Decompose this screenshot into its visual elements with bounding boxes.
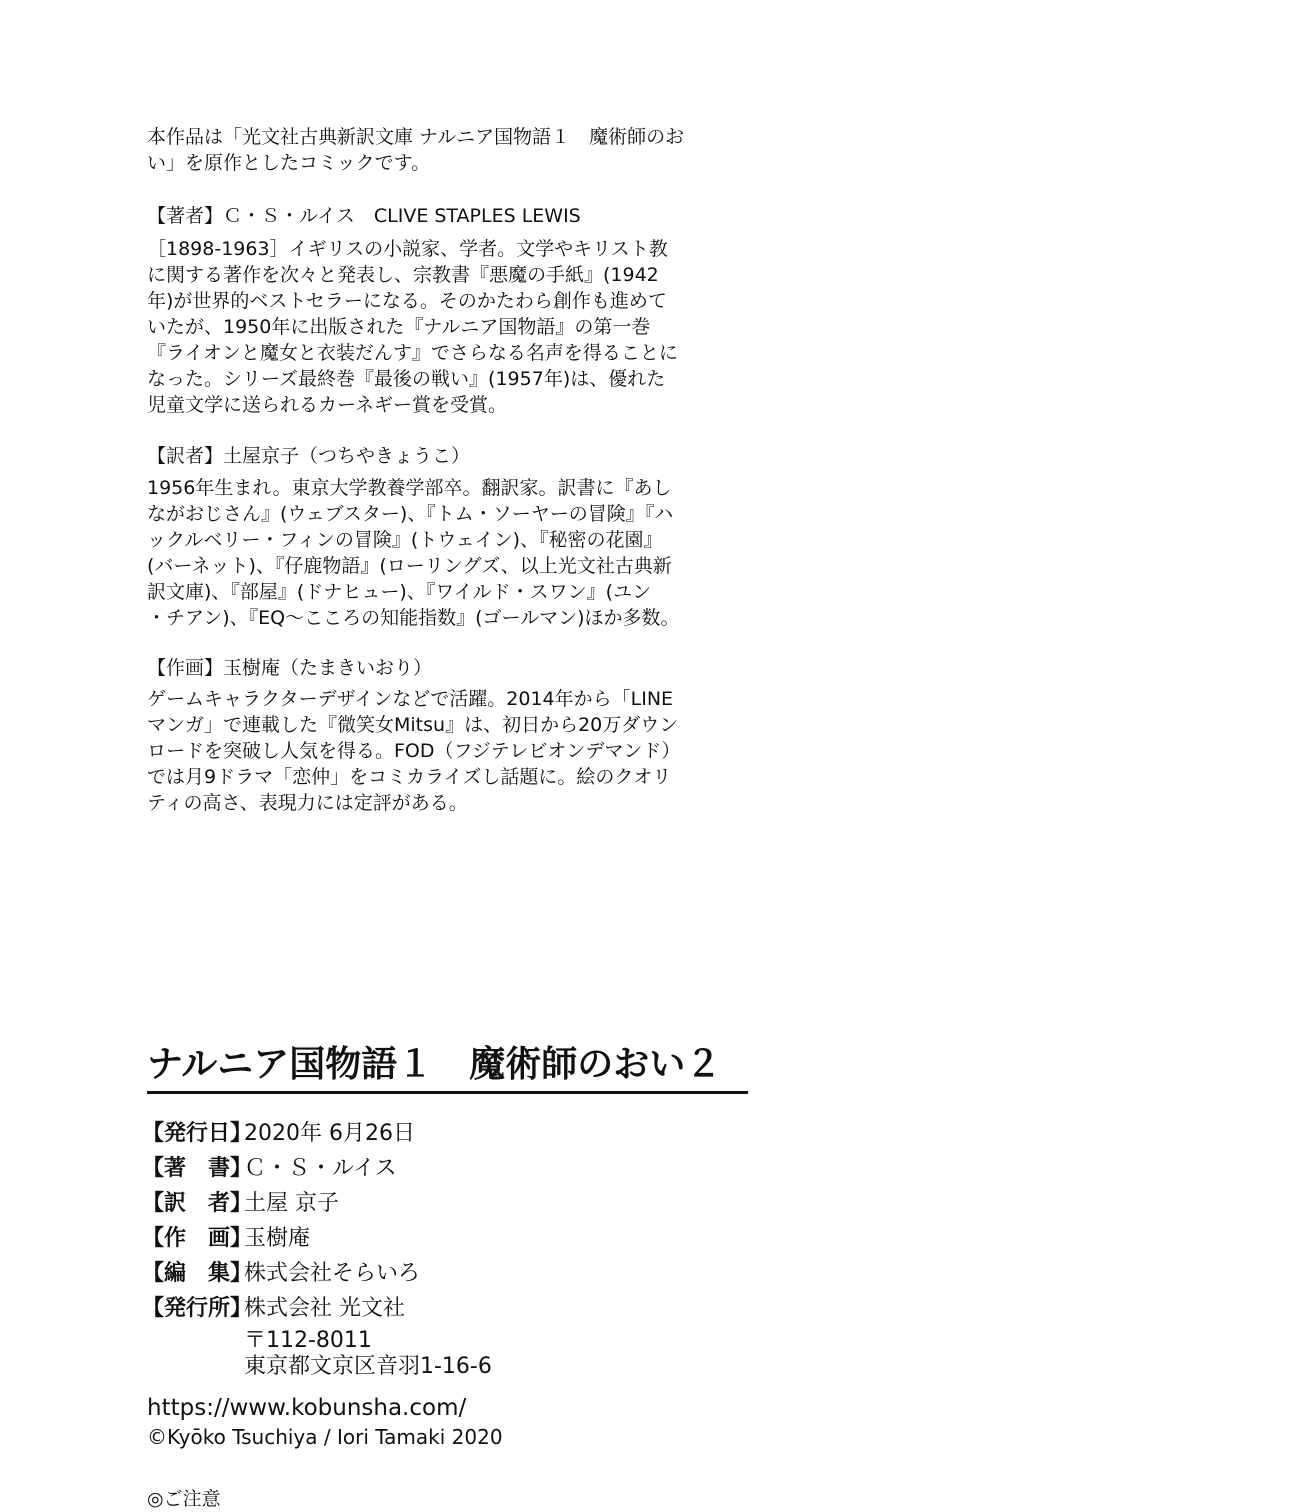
colophon-label: 【訳 者】 bbox=[142, 1191, 253, 1216]
book-title: ナルニア国物語１ 魔術師のおい２ bbox=[147, 1041, 748, 1094]
intro-line: 本作品は「光文社古典新訳文庫 ナルニア国物語１ 魔術師のお bbox=[147, 126, 685, 148]
intro-paragraph bbox=[147, 124, 747, 176]
colophon-value: 土屋 京子 bbox=[244, 1191, 339, 1216]
author-bio-line: 児童文学に送られるカーネギー賞を受賞。 bbox=[147, 394, 508, 416]
author-heading: 【著者】Ｃ・Ｓ・ルイス CLIVE STAPLES LEWIS bbox=[147, 205, 581, 227]
website-link[interactable]: https://www.kobunsha.com/ bbox=[147, 1395, 467, 1421]
translator-bio-line: ながおじさん』(ウェブスター)、『トム・ソーヤーの冒険』『ハ bbox=[147, 503, 674, 525]
publisher-address: 東京都文京区音羽1-16-6 bbox=[244, 1354, 492, 1379]
author-bio-line: ［1898-1963］イギリスの小説家、学者。文学やキリスト教 bbox=[147, 238, 668, 260]
colophon-publisher-row bbox=[142, 1294, 405, 1324]
colophon-value: 株式会社 光文社 bbox=[244, 1296, 405, 1321]
colophon-editor-row bbox=[142, 1259, 420, 1289]
artist-bio-line: マンガ」で連載した『微笑女Mitsu』は、初日から20万ダウン bbox=[147, 714, 679, 736]
colophon-value: Ｃ・Ｓ・ルイス bbox=[244, 1156, 397, 1181]
author-bio-line: 『ライオンと魔女と衣装だんす』でさらなる名声を得ることに bbox=[147, 342, 678, 364]
notice-heading: ◎ご注意 bbox=[147, 1488, 221, 1510]
colophon-label: 【作 画】 bbox=[142, 1226, 253, 1251]
colophon-value: 2020年 6月26日 bbox=[244, 1121, 415, 1146]
translator-bio-line: (バーネット)、『仔鹿物語』(ローリングズ、以上光文社古典新 bbox=[147, 555, 672, 577]
artist-bio bbox=[147, 686, 747, 816]
artist-heading: 【作画】玉樹庵（たまきいおり） bbox=[147, 657, 433, 679]
copyright-line: ©Kyōko Tsuchiya / Iori Tamaki 2020 bbox=[147, 1425, 503, 1449]
colophon-translator-row bbox=[142, 1189, 339, 1219]
colophon-value: 玉樹庵 bbox=[244, 1226, 311, 1251]
author-bio bbox=[147, 236, 747, 418]
publisher-postal-code: 〒112-8011 bbox=[244, 1328, 372, 1353]
author-bio-line: 年)が世界的ベストセラーになる。そのかたわら創作も進めて bbox=[147, 290, 667, 312]
colophon-date-row bbox=[142, 1119, 415, 1149]
artist-bio-line: では月9ドラマ「恋仲」をコミカライズし話題に。絵のクオリ bbox=[147, 766, 672, 788]
artist-bio-line: ロードを突破し人気を得る。FOD（フジテレビオンデマンド） bbox=[147, 740, 681, 762]
translator-bio-line: 1956年生まれ。東京大学教養学部卒。翻訳家。訳書に『あし bbox=[147, 477, 672, 499]
author-bio-line: いたが、1950年に出版された『ナルニア国物語』の第一巻 bbox=[147, 316, 651, 338]
author-bio-line: に関する著作を次々と発表し、宗教書『悪魔の手紙』(1942 bbox=[147, 264, 659, 286]
translator-heading: 【訳者】土屋京子（つちやきょうこ） bbox=[147, 445, 471, 467]
colophon-label: 【発行所】 bbox=[142, 1296, 253, 1321]
translator-bio-line: ・チアン)、『EQ〜こころの知能指数』(ゴールマン)ほか多数。 bbox=[147, 607, 680, 629]
artist-bio-line: ゲームキャラクターデザインなどで活躍。2014年から「LINE bbox=[147, 688, 674, 710]
translator-bio-line: 訳文庫)、『部屋』(ドナヒュー)、『ワイルド・スワン』(ユン bbox=[147, 581, 652, 603]
colophon-value: 株式会社そらいろ bbox=[244, 1261, 421, 1286]
colophon-label: 【発行日】 bbox=[142, 1121, 253, 1146]
colophon-label: 【編 集】 bbox=[142, 1261, 253, 1286]
colophon-artist-row bbox=[142, 1224, 310, 1254]
colophon-label: 【著 書】 bbox=[142, 1156, 253, 1181]
intro-line: い」を原作としたコミックです。 bbox=[147, 152, 431, 174]
translator-bio bbox=[147, 475, 747, 631]
translator-bio-line: ックルベリー・フィンの冒険』(トウェイン)、『秘密の花園』 bbox=[147, 529, 663, 551]
artist-bio-line: ティの高さ、表現力には定評がある。 bbox=[147, 792, 468, 814]
colophon-author-row bbox=[142, 1154, 397, 1184]
author-bio-line: なった。シリーズ最終巻『最後の戦い』(1957年)は、優れた bbox=[147, 368, 666, 390]
